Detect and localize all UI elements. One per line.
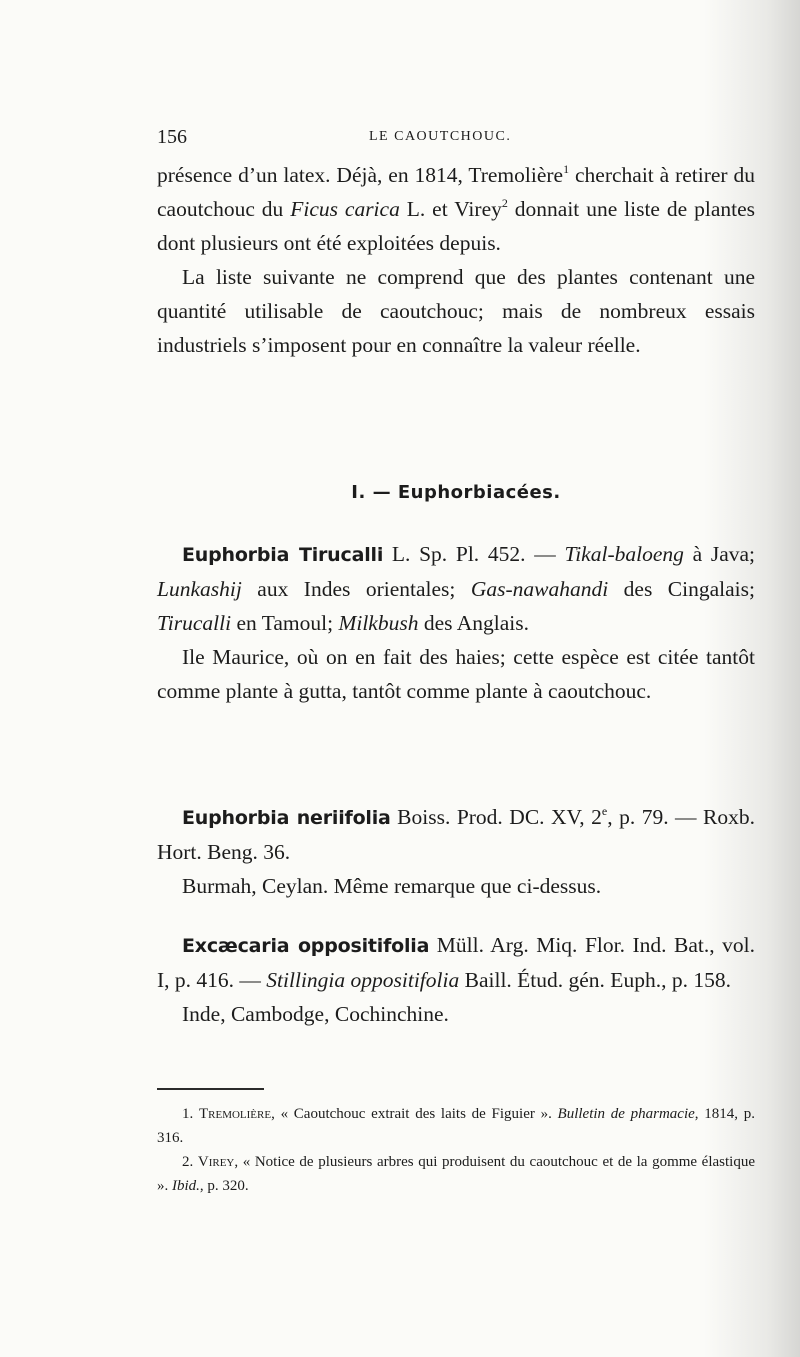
footnote-2 (157, 1150, 755, 1198)
italic-vernacular-name: Milkbush (338, 611, 419, 635)
species-name: Excæcaria oppositifolia (182, 935, 430, 957)
text-run: des Anglais. (418, 611, 529, 635)
text-run: Müll. Arg. Miq. Flor. Ind. Bat., vol. I, p. 416. — (157, 933, 755, 992)
entry-1-description (157, 537, 755, 640)
entry-3-note: Inde, Cambodge, Cochinchine. (182, 1002, 449, 1026)
text-run: des Cingalais; (608, 577, 755, 601)
text-run: cherchait à retirer du caoutchouc du (157, 163, 755, 221)
text-run: , « Caoutchouc extrait des laits de Figuier ». (271, 1106, 558, 1122)
running-title: LE CAOUTCHOUC. (369, 129, 512, 144)
footnote-author: Tremolière (198, 1106, 272, 1122)
entry-euphorbia-tirucalli (157, 537, 755, 708)
text-run: , « Notice de plusieurs arbres qui produisent du caoutchouc et de la gomme élastique ». (157, 1154, 755, 1194)
page-number: 156 (157, 126, 187, 148)
footnote-number: 1. (182, 1106, 199, 1122)
italic-source: Bulletin de pharmacie (557, 1106, 695, 1122)
text-run: L. Sp. Pl. 452. — (383, 542, 565, 566)
footnote-author: Virey (197, 1154, 235, 1170)
text-run: à Java; (683, 542, 756, 566)
text-run: Boiss. Prod. DC. XV, 2 (390, 805, 602, 829)
intro-paragraph-1 (157, 158, 755, 260)
footnote-number: 2. (182, 1154, 198, 1170)
text-run: donnait une liste de plantes dont plusieurs ont été exploitées depuis. (157, 197, 755, 255)
running-header (157, 126, 755, 150)
superscript: e (601, 804, 608, 818)
italic-synonym: Stillingia oppositifolia (266, 968, 460, 992)
section-heading: I. — Euphorbiacées. (351, 482, 561, 503)
footnotes (157, 1102, 755, 1198)
italic-source: Ibid. (172, 1178, 200, 1194)
species-name: Euphorbia neriifolia (182, 807, 391, 829)
entry-2-description (157, 800, 755, 869)
italic-vernacular-name: Tirucalli (157, 611, 232, 635)
footnote-ref-2: 2 (501, 196, 508, 210)
intro-section (157, 158, 755, 362)
text-run: Baill. Étud. gén. Euph., p. 158. (459, 968, 731, 992)
text-run: présence d’un latex. Déjà, en 1814, Tremolière (157, 163, 564, 187)
species-name: Euphorbia Tirucalli (182, 544, 384, 566)
intro-paragraph-2: La liste suivante ne comprend que des plantes contenant une quantité utilisable de caoutchouc; mais de nombreux essais industriels s’imposent pour en connaître la valeur réelle. (157, 265, 755, 357)
footnote-divider (157, 1088, 264, 1090)
footnote-ref-1: 1 (563, 162, 570, 176)
entry-1-note: Ile Maurice, où on en fait des haies; cette espèce est citée tantôt comme plante à gutta, tantôt comme plante à caoutchouc. (157, 645, 755, 703)
text-run: aux Indes orientales; (241, 577, 471, 601)
italic-species-name: Ficus carica (290, 197, 400, 221)
entry-2-note: Burmah, Ceylan. Même remarque que ci-dessus. (182, 874, 602, 898)
italic-vernacular-name: Lunkashij (157, 577, 242, 601)
footnote-1 (157, 1102, 755, 1150)
text-run: en Tamoul; (231, 611, 339, 635)
text-run: , p. 79. — Roxb. Hort. Beng. 36. (157, 805, 755, 864)
italic-vernacular-name: Tikal-baloeng (564, 542, 684, 566)
entry-3-description (157, 928, 755, 997)
text-run: , 1814, p. 316. (157, 1106, 755, 1146)
entry-excaecaria-oppositifolia (157, 928, 755, 1031)
text-run: , p. 320. (199, 1178, 249, 1194)
italic-vernacular-name: Gas-nawahandi (470, 577, 609, 601)
entry-euphorbia-neriifolia (157, 800, 755, 903)
text-run: L. et Virey (399, 197, 502, 221)
